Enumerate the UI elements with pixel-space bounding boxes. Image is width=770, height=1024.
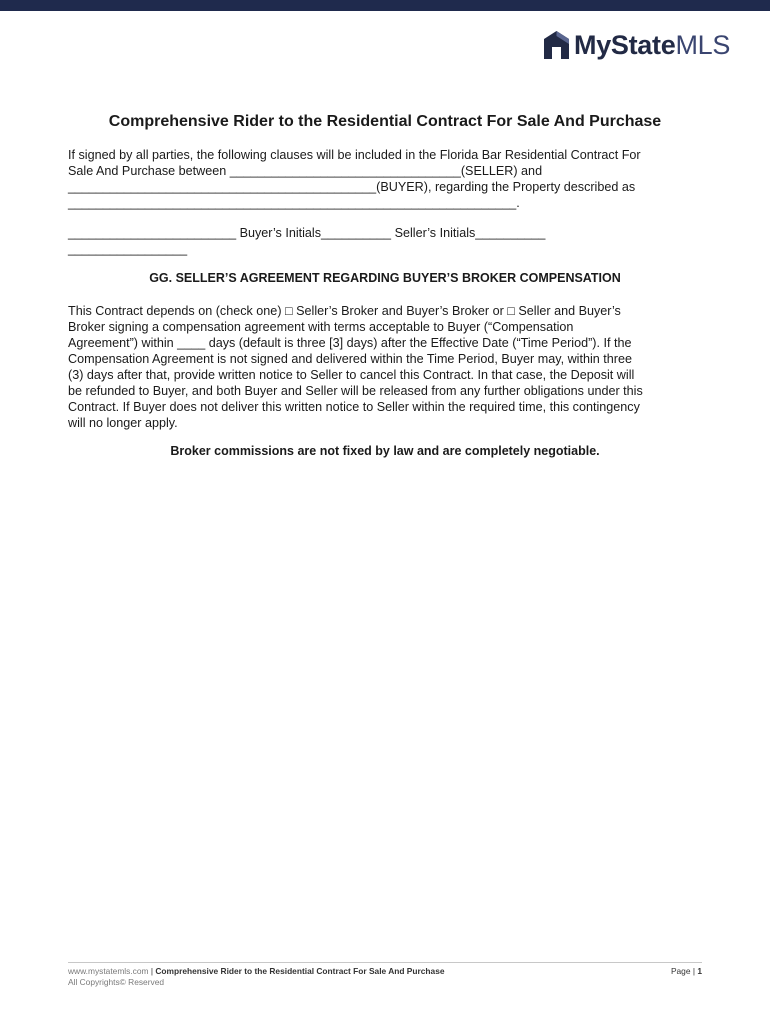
initials-line: _________________ <box>68 242 188 256</box>
page-footer <box>68 966 702 988</box>
intro-paragraph <box>68 147 708 211</box>
top-banner-bar <box>0 0 770 11</box>
intro-line: Sale And Purchase between _________________________________(SELLER) and <box>68 164 543 178</box>
section-line: Contract. If Buyer does not deliver this written notice to Seller within the required time, this contingency <box>68 400 640 414</box>
footer-doc-title: Comprehensive Rider to the Residential Contract For Sale And Purchase <box>155 966 445 976</box>
section-line: be refunded to Buyer, and both Buyer and Seller will be released from any further obligations under this <box>68 384 643 398</box>
section-line: will no longer apply. <box>68 416 178 430</box>
house-icon <box>543 30 570 60</box>
section-line: This Contract depends on (check one) □ Seller’s Broker and Buyer’s Broker or □ Seller and Buyer’s <box>68 304 621 318</box>
intro-line: ________________________________________________________________. <box>68 196 520 210</box>
intro-line: If signed by all parties, the following clauses will be included in the Florida Bar Residential Contract For <box>68 148 641 162</box>
section-line: Broker signing a compensation agreement with terms acceptable to Buyer (“Compensation <box>68 320 574 334</box>
footer-separator: | <box>150 966 154 976</box>
page-number: 1 <box>697 966 702 976</box>
page-label: Page | <box>670 966 695 976</box>
footer-copyright: All Copyrights© Reserved <box>68 977 165 987</box>
document-title: Comprehensive Rider to the Residential Contract For Sale And Purchase <box>108 113 662 130</box>
mystatemls-logo <box>543 28 730 62</box>
logo-wordmark: MyStateMLS <box>574 30 731 60</box>
section-line: (3) days after that, provide written notice to Seller to cancel this Contract. In that case, the Deposit will <box>68 368 635 382</box>
footer-website-link[interactable]: www.mystatemls.com <box>68 966 149 976</box>
footer-line-1 <box>68 966 702 977</box>
section-heading: GG. SELLER’S AGREEMENT REGARDING BUYER’S BROKER COMPENSATION <box>149 271 621 285</box>
intro-line: ____________________________________________(BUYER), regarding the Property described as <box>68 180 636 194</box>
section-paragraph <box>68 303 704 431</box>
page-indicator <box>671 966 702 977</box>
section-line: Agreement”) within ____ days (default is three [3] days) after the Effective Date (“Time Period”). If the <box>68 336 632 350</box>
initials-line: ________________________ Buyer’s Initials__________ Seller’s Initials__________ <box>68 226 546 240</box>
footer-divider <box>68 962 702 963</box>
initials-block <box>68 225 708 257</box>
section-line: Compensation Agreement is not signed and delivered within the Time Period, Buyer may, within three <box>68 352 632 366</box>
commission-note: Broker commissions are not fixed by law and are completely negotiable. <box>170 444 600 458</box>
